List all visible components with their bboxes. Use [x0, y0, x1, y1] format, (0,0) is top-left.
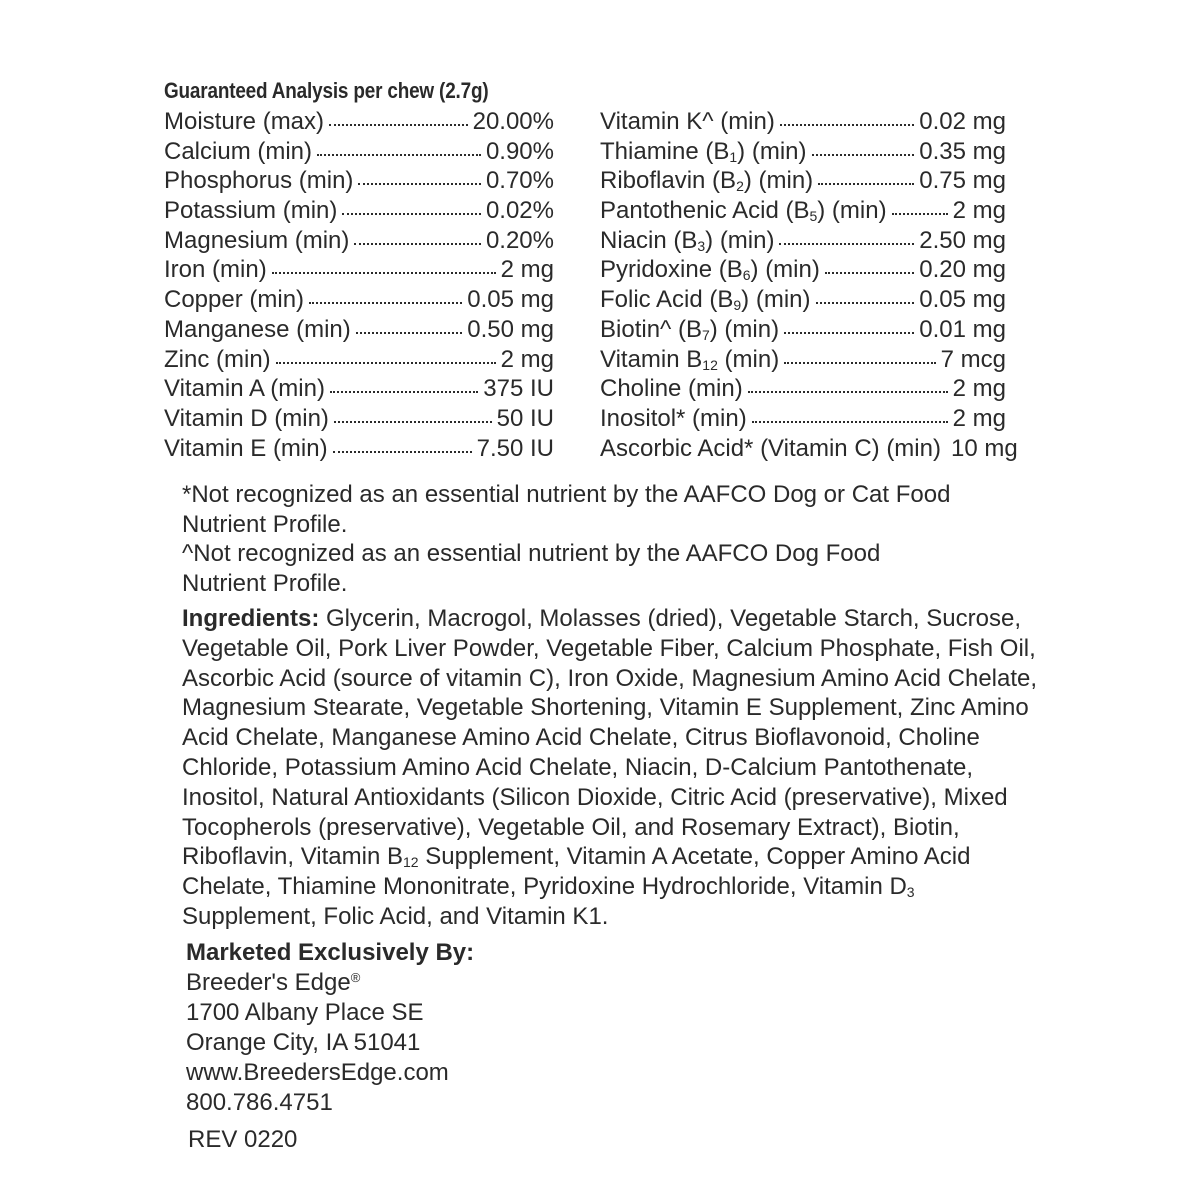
nutrient-name: Vitamin E (min): [164, 434, 328, 462]
analysis-row: [164, 137, 554, 167]
dot-leader: [356, 332, 463, 334]
ingredients-line: Chloride, Potassium Amino Acid Chelate, Niacin, D-Calcium Pantothenate,: [182, 753, 974, 781]
ingredients-block: [182, 604, 1038, 932]
ingredients-line: Inositol, Natural Antioxidants (Silicon Dioxide, Citric Acid (preservative), Mixed: [182, 783, 1008, 811]
nutrient-value: 50 IU: [496, 404, 554, 432]
analysis-row: [600, 166, 1006, 196]
marketer-block: [186, 938, 786, 1118]
nutrient-name: Inositol* (min): [600, 404, 747, 432]
nutrient-name: Copper (min): [164, 286, 305, 314]
nutrient-value: 0.02 mg: [919, 108, 1006, 135]
dot-leader: [358, 183, 481, 185]
dot-leader: [818, 183, 914, 185]
ingredients-line: Magnesium Stearate, Vegetable Shortening, Vitamin E Supplement, Zinc Amino: [182, 694, 1029, 722]
analysis-row: [164, 166, 554, 196]
analysis-row: [600, 107, 1006, 137]
nutrient-value: 2 mg: [500, 345, 554, 373]
registered-trademark: ®: [350, 970, 361, 985]
footnote-asterisk: *Not recognized as an essential nutrient by the AAFCO Dog or Cat Food Nutrient Profile.: [182, 481, 951, 538]
analysis-column-right: [600, 107, 1018, 463]
analysis-row: [164, 434, 554, 464]
dot-leader: [816, 302, 915, 304]
nutrient-value: 2 mg: [500, 256, 554, 284]
dot-leader: [333, 451, 472, 453]
dot-leader: [779, 243, 914, 245]
ingredients-line: Vegetable Oil, Pork Liver Powder, Vegetable Fiber, Calcium Phosphate, Fish Oil,: [182, 634, 1036, 662]
footnotes: [180, 480, 1020, 599]
nutrient-name: Vitamin D (min): [164, 404, 329, 432]
nutrient-value: 2 mg: [952, 197, 1006, 225]
footnote-caret: ^Not recognized as an essential nutrient by the AAFCO Dog Food Nutrient Profile.: [182, 540, 881, 598]
nutrient-name: Thiamine $(B_1)$ (min): [600, 137, 807, 165]
marketer-company: Breeder's Edge®: [186, 969, 361, 996]
analysis-row: [164, 404, 554, 434]
nutrient-name: Phosphorus (min): [164, 167, 354, 195]
nutrient-value: 375 IU: [483, 375, 554, 403]
ingredients-line: Ascorbic Acid (source of vitamin C), Iron Oxide, Magnesium Amino Acid Chelate,: [182, 664, 1038, 692]
ingredients-line: Acid Chelate, Manganese Amino Acid Chelate, Citrus Bioflavonoid, Choline: [182, 724, 980, 752]
nutrient-value: 0.20%: [485, 226, 554, 254]
nutrient-name: Folic Acid $(B_9)$ (min): [600, 286, 811, 314]
analysis-row: [600, 404, 1006, 434]
dot-leader: [892, 213, 948, 215]
nutrient-name: Pantothenic Acid $(B_5)$ (min): [600, 197, 887, 225]
marketer-header: Marketed Exclusively By:: [186, 939, 475, 966]
analysis-row: [600, 285, 1006, 315]
nutrient-name: Potassium (min): [164, 197, 338, 225]
analysis-row: [164, 345, 554, 375]
dot-leader: [825, 272, 914, 274]
nutrient-name: Vitamin $B_{12}$ (min): [600, 345, 780, 373]
nutrient-name: Moisture (max): [164, 108, 325, 135]
nutrient-value: 0.02%: [485, 197, 554, 225]
nutrient-value: 0.01 mg: [919, 315, 1006, 343]
nutrient-name: Pyridoxine $(B_6)$ (min): [600, 256, 820, 284]
dot-leader: [784, 332, 914, 334]
guaranteed-analysis-title: Guaranteed Analysis per chew (2.7g): [164, 78, 489, 103]
analysis-row: [164, 196, 554, 226]
dot-leader: [272, 272, 496, 274]
nutrient-name: Magnesium (min): [164, 226, 350, 254]
analysis-row: [164, 226, 554, 256]
nutrient-value: 2 mg: [952, 404, 1006, 432]
nutrient-name: Manganese (min): [164, 315, 351, 343]
nutrient-value: 0.70%: [485, 167, 554, 195]
analysis-row: [600, 434, 1018, 464]
dot-leader: [812, 154, 915, 156]
analysis-row: [164, 107, 554, 137]
nutrient-name: Biotin^ $(B_7)$ (min): [600, 315, 780, 343]
nutrient-value: 0.75 mg: [919, 167, 1006, 195]
analysis-row: [600, 196, 1006, 226]
dot-leader: [317, 154, 481, 156]
nutrient-name: Vitamin A (min): [164, 375, 325, 403]
marketer-address-line2: Orange City, IA 51041: [186, 1029, 421, 1056]
nutrient-name: Riboflavin $(B_2)$ (min): [600, 167, 814, 195]
nutrient-value: 7 mcg: [940, 345, 1006, 373]
nutrient-name: Zinc (min): [164, 345, 271, 373]
ingredients-line: Riboflavin, Vitamin $B_{12}$ Supplement, Vitamin A Acetate, Copper Amino Acid: [182, 843, 971, 871]
marketer-phone: 800.786.4751: [186, 1089, 333, 1116]
analysis-row: [164, 315, 554, 345]
nutrient-value: 20.00%: [472, 108, 554, 135]
nutrient-value: 2 mg: [952, 375, 1006, 403]
marketer-website: www.BreedersEdge.com: [186, 1059, 449, 1086]
dot-leader: [329, 124, 468, 126]
nutrient-value: 0.20 mg: [919, 256, 1006, 284]
analysis-row: [600, 345, 1006, 375]
dot-leader: [354, 243, 481, 245]
ingredients-line: Ingredients: Glycerin, Macrogol, Molasses (dried), Vegetable Starch, Sucrose,: [182, 605, 1021, 632]
dot-leader: [309, 302, 462, 304]
analysis-row: [600, 374, 1006, 404]
analysis-row: [164, 285, 554, 315]
dot-leader: [784, 362, 935, 364]
analysis-row: [600, 315, 1006, 345]
analysis-row: [164, 374, 554, 404]
dot-leader: [748, 391, 948, 393]
nutrient-value: 0.35 mg: [919, 137, 1006, 165]
ingredients-line: Supplement, Folic Acid, and Vitamin K1.: [182, 902, 609, 930]
nutrient-value: 0.90%: [485, 137, 554, 165]
dot-leader: [752, 421, 948, 423]
ingredients-header: Ingredients:: [182, 605, 320, 632]
nutrient-name: Iron (min): [164, 256, 267, 284]
ingredients-line: Tocopherols (preservative), Vegetable Oil, and Rosemary Extract), Biotin,: [182, 813, 960, 841]
nutrient-value: 0.05 mg: [919, 286, 1006, 314]
nutrient-value: 10 mg: [950, 434, 1018, 462]
dot-leader: [330, 391, 478, 393]
analysis-column-left: [164, 107, 554, 463]
analysis-row: [600, 137, 1006, 167]
dot-leader: [342, 213, 481, 215]
dot-leader: [334, 421, 492, 423]
dot-leader: [780, 124, 914, 126]
analysis-row: [600, 255, 1006, 285]
nutrient-value: 0.05 mg: [467, 286, 554, 314]
nutrient-name: Choline (min): [600, 375, 743, 403]
analysis-row: [164, 255, 554, 285]
nutrient-name: Calcium (min): [164, 137, 313, 165]
marketer-address-line1: 1700 Albany Place SE: [186, 999, 424, 1026]
revision-code: REV 0220: [188, 1126, 298, 1153]
ingredients-line: Chelate, Thiamine Mononitrate, Pyridoxine Hydrochloride, Vitamin $D_3$: [182, 873, 915, 901]
nutrient-value: 0.50 mg: [467, 315, 554, 343]
nutrient-name: Ascorbic Acid* (Vitamin C) (min): [600, 434, 941, 462]
nutrient-value: 7.50 IU: [476, 434, 554, 462]
dot-leader: [276, 362, 496, 364]
nutrient-name: Vitamin K^ (min): [600, 108, 775, 135]
analysis-row: [600, 226, 1006, 256]
nutrient-name: Niacin $(B_3)$ (min): [600, 226, 775, 254]
nutrient-value: 2.50 mg: [919, 226, 1006, 254]
